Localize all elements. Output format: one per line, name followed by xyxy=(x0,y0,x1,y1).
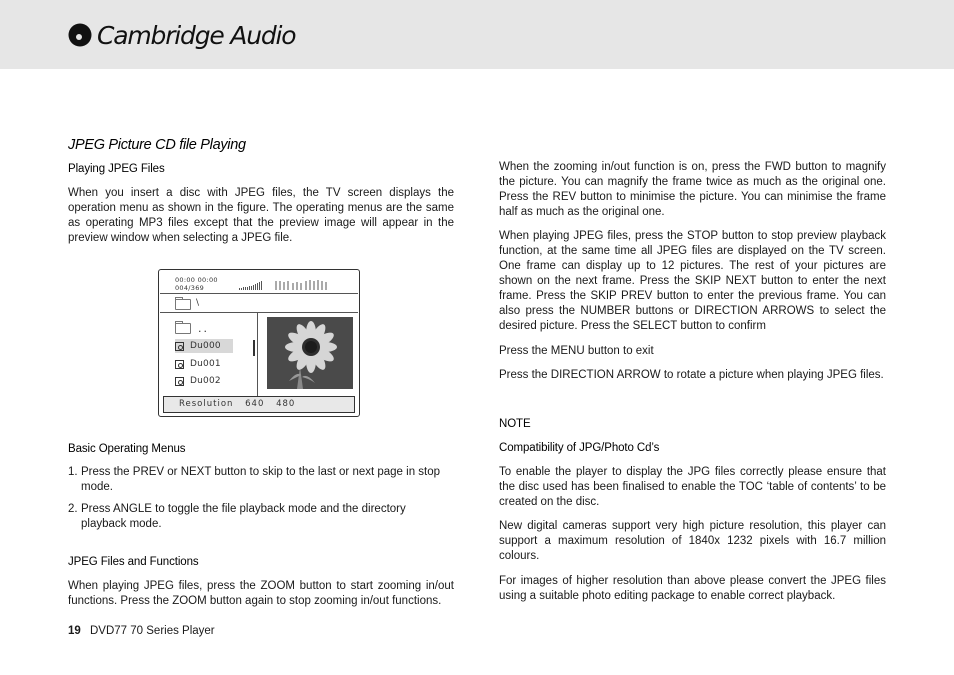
list-item: 2. Press ANGLE to toggle the file playback mode and the directory playback mode. xyxy=(68,503,406,530)
higher-resolution-paragraph: For images of higher resolution than above please convert the JPEG files using a suitable photo editing package to enable correct playback. xyxy=(499,575,886,602)
note-heading: NOTE xyxy=(499,418,531,430)
file-row[interactable]: Du002 xyxy=(175,374,233,388)
menu-paragraph: Press the MENU button to exit xyxy=(499,345,654,357)
compatibility-paragraph: To enable the player to display the JPG files correctly please ensure that the disc used has been finalised to enable the TOC ‘table of contents’ to be created on the disc. xyxy=(499,466,886,508)
screen-track: 004/369 xyxy=(175,284,205,292)
functions-heading: JPEG Files and Functions xyxy=(68,556,199,568)
file-list-scrollbar[interactable] xyxy=(253,340,255,356)
file-row-selected[interactable]: Du000 xyxy=(175,339,233,353)
signal-level-icon xyxy=(239,278,335,290)
screen-divider xyxy=(257,313,258,396)
zoom-paragraph: When the zooming in/out function is on, press the FWD button to magnify the picture. You can magnify the frame twice as much as the original one. Press the REV button to minimise the picture. You can minimise the frame half as much as the original one. xyxy=(499,161,886,218)
playing-heading: Playing JPEG Files xyxy=(68,163,165,175)
list-item: 1. Press the PREV or NEXT button to skip to the last or next page in stop mode. xyxy=(68,466,441,493)
screen-divider xyxy=(160,293,358,294)
playing-paragraph: When you insert a disc with JPEG files, the TV screen displays the operation menu as shown in the figure. The operating menus are the same as operating MP3 files except that the preview image will appear in the preview window when selecting a JPEG file. xyxy=(68,187,454,244)
right-column xyxy=(499,160,886,604)
brand-logo xyxy=(68,18,295,52)
preview-image-sunflower xyxy=(267,317,353,389)
jpeg-file-icon xyxy=(175,377,184,386)
folder-icon xyxy=(175,299,191,310)
arrow-paragraph: Press the DIRECTION ARROW to rotate a picture when playing JPEG files. xyxy=(499,369,884,381)
resolution-label: Resolution xyxy=(179,399,234,409)
page-number: 19 xyxy=(68,625,81,637)
screen-time: 00:00 00:00 xyxy=(175,276,218,284)
jpeg-menu-screen-figure xyxy=(158,269,360,417)
basic-operating-heading: Basic Operating Menus xyxy=(68,443,186,455)
section-title: JPEG Picture CD file Playing xyxy=(68,137,246,153)
brand-name: Cambridge Audio xyxy=(97,20,296,50)
cameras-paragraph: New digital cameras support very high picture resolution, this player can support a maximum resolution of 1840x 1232 pixels with 16.7 million colours. xyxy=(499,520,886,562)
parent-folder-icon xyxy=(175,323,191,334)
stop-paragraph: When playing JPEG files, press the STOP button to stop preview playback function, at the same time all JPEG files are displayed on the TV screen. One frame can display up to 12 pictures. The rest of your pictures are shown on the next frame. Press the SKIP NEXT button to enter the next frame. Press the SKIP PREV button to enter the previous frame. You can also press the NUMBER buttons or DIRECTION ARROWS to select the desired picture. Press the SELECT button to confirm xyxy=(499,230,886,332)
compatibility-heading: Compatibility of JPG/Photo Cd’s xyxy=(499,442,660,454)
functions-paragraph: When playing JPEG files, press the ZOOM button to start zooming in/out functions. Press the ZOOM button again to stop zooming in/out functions. xyxy=(68,580,454,607)
page-footer xyxy=(68,624,215,639)
product-name: DVD77 70 Series Player xyxy=(90,625,215,637)
resolution-width: 640 xyxy=(245,399,265,409)
jpeg-file-icon xyxy=(175,360,184,369)
basic-operating-list xyxy=(68,465,454,532)
cambridge-audio-logo-icon xyxy=(68,23,92,47)
screen-path: \ xyxy=(196,298,200,308)
parent-directory: .. xyxy=(198,322,209,335)
screen-time-info xyxy=(175,276,218,292)
file-row[interactable]: Du001 xyxy=(175,357,233,371)
header-band xyxy=(0,0,954,69)
screen-divider xyxy=(160,312,358,313)
jpeg-file-icon xyxy=(175,342,184,351)
resolution-height: 480 xyxy=(276,399,296,409)
resolution-bar xyxy=(163,396,355,413)
